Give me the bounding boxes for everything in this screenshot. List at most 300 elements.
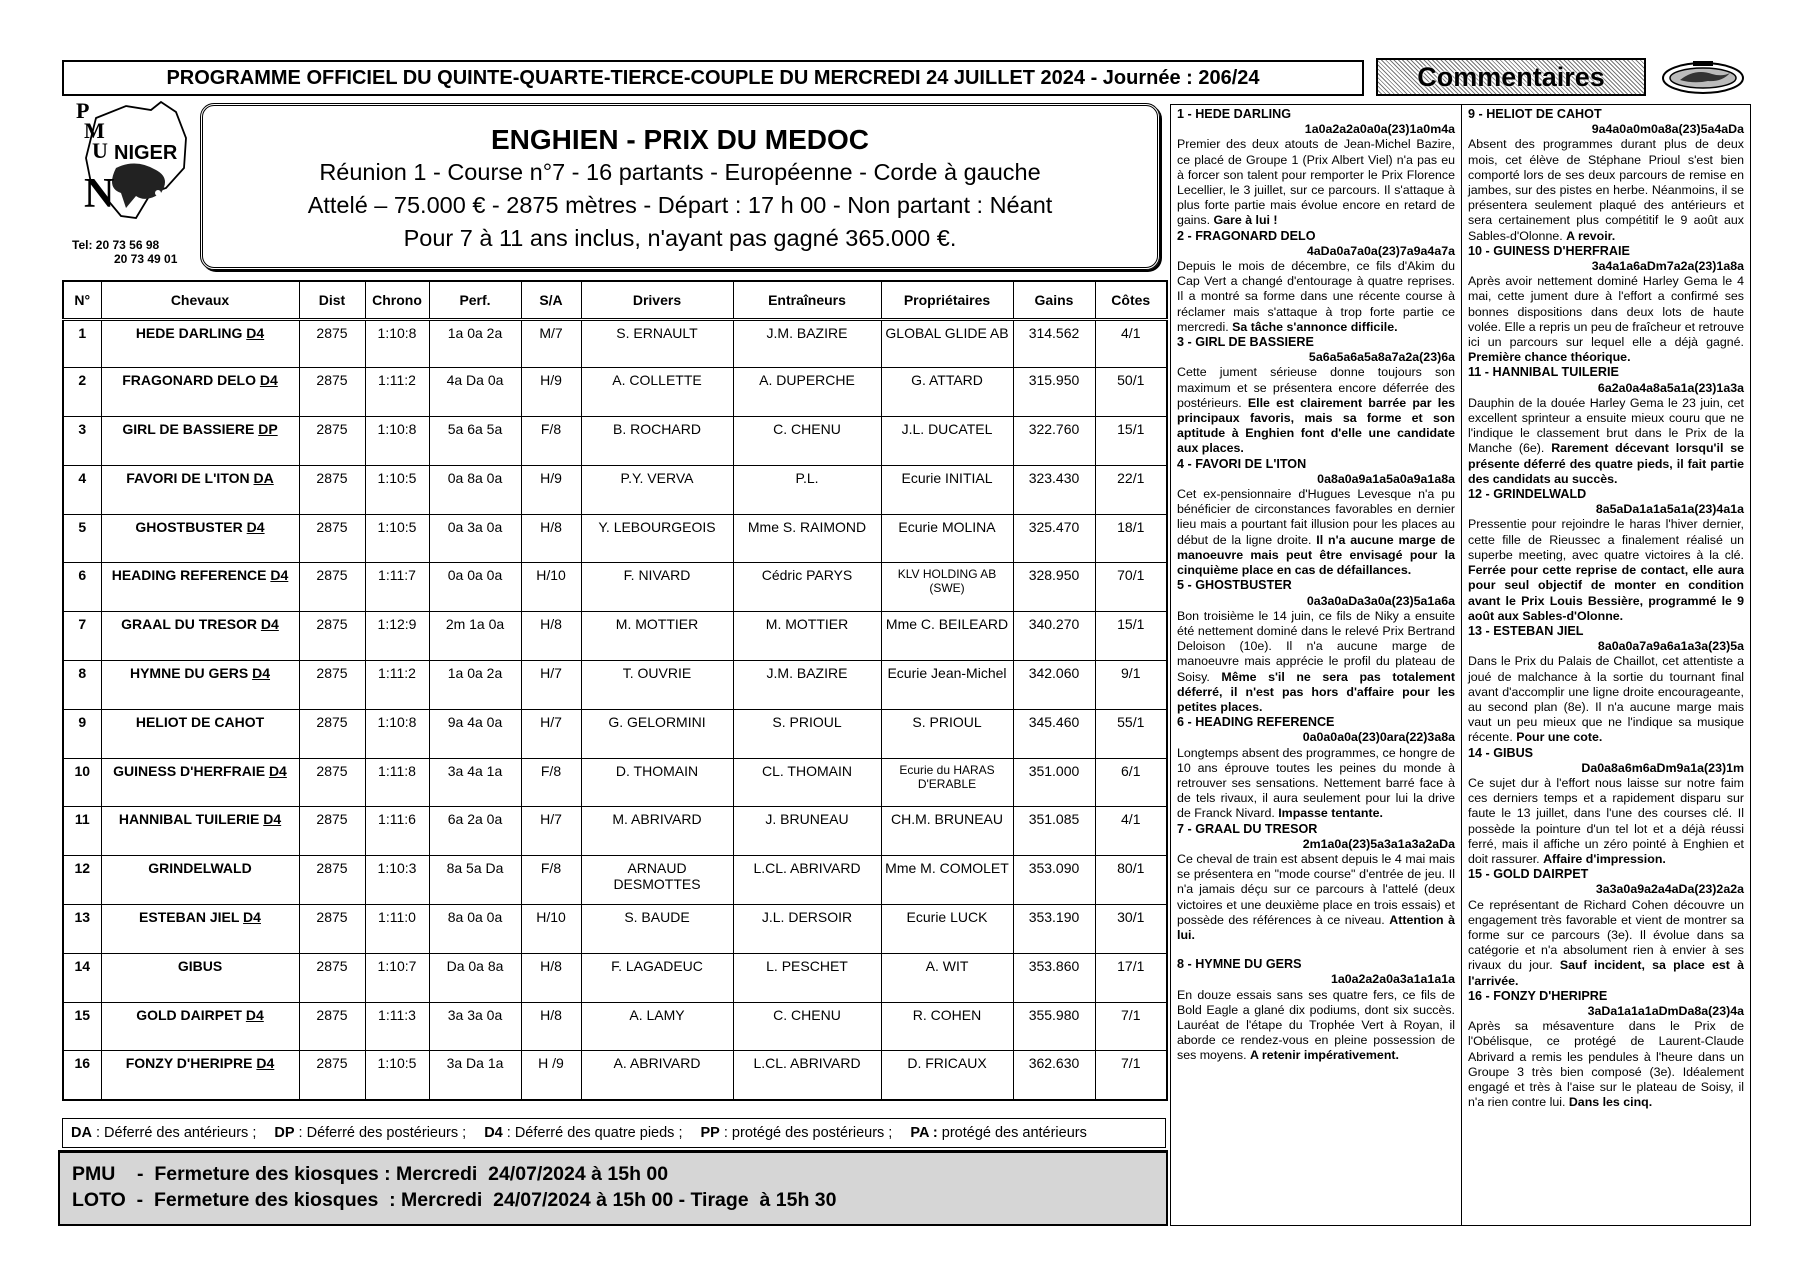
horse-name — [101, 661, 299, 710]
sex-age-cell: H/7 — [521, 807, 581, 856]
comment-body: Cet ex-pensionnaire d'Hugues Levesque n'a pu bénéficier de circonstances favorables en dernier lieu mais a pourtant fait illusion pour les places au début de la ligne droite. — [1177, 487, 1455, 547]
comment-verdict: Première chance théorique. — [1468, 350, 1631, 365]
chrono-cell: 1:11:2 — [365, 661, 429, 710]
runner-number: 4 — [63, 465, 101, 514]
driver-cell: M. ABRIVARD — [581, 807, 733, 856]
sex-age-cell: M/7 — [521, 319, 581, 368]
trainer-cell: Cédric PARYS — [733, 563, 881, 612]
table-row — [63, 368, 1167, 417]
odds-cell: 30/1 — [1095, 905, 1167, 954]
logo-letter-p: P — [76, 98, 90, 123]
shoeing-code: D4 — [252, 665, 271, 682]
legend-code: PP — [700, 1125, 720, 1141]
comment-body: Ce cheval de train est absent depuis le 4 mai mais se présentera en "mode course" d'entrée de jeu. Il n'a jamais déçu sur ce parcours à l'attelé (deux victoires et une deuxième place en trois essais) et possède des références à ce niveau. — [1177, 851, 1455, 927]
horse-name-text: GIRL DE BASSIERE — [122, 421, 255, 438]
owner-cell: KLV HOLDING AB (SWE) — [881, 563, 1013, 612]
legend-code: PA : — [910, 1125, 938, 1141]
kiosk-closing-footer — [58, 1150, 1168, 1226]
legend-code: DA — [71, 1125, 92, 1141]
comment-verdict: Pour une cote. — [1516, 730, 1603, 745]
sex-age-cell: H/8 — [521, 953, 581, 1002]
runner-number: 13 — [63, 905, 101, 954]
driver-cell: G. GELORMINI — [581, 709, 733, 758]
horse-name-text: HYMNE DU GERS — [129, 665, 249, 682]
odds-cell: 15/1 — [1095, 417, 1167, 466]
performance-cell: 6a 2a 0a — [429, 807, 521, 856]
runner-number: 11 — [63, 807, 101, 856]
comment-body: Après avoir nettement dominé Harley Gema le 4 mai, cette jument dure à l'effort a confirmé ses bonnes dispositions dans deux lots de haute volée. Elle a repris un peu de fraîcheur et retrouve ici un parcours sur lequel elle a déjà gagné. — [1468, 274, 1744, 350]
gains-cell: 353.860 — [1013, 953, 1095, 1002]
table-row — [63, 905, 1167, 954]
table-row — [63, 661, 1167, 710]
runner-number: 14 — [63, 953, 101, 1002]
trainer-cell: L.CL. ABRIVARD — [733, 856, 881, 905]
column-header: N° — [63, 281, 101, 319]
table-row — [63, 758, 1167, 807]
owner-cell: CH.M. BRUNEAU — [881, 807, 1013, 856]
odds-cell: 18/1 — [1095, 514, 1167, 563]
trainer-cell: P.L. — [733, 465, 881, 514]
comment-block — [1468, 867, 1744, 989]
odds-cell: 9/1 — [1095, 661, 1167, 710]
runner-number: 10 — [63, 758, 101, 807]
sex-age-cell: F/8 — [521, 758, 581, 807]
comment-verdict: Affaire d'impression. — [1543, 851, 1666, 866]
distance-cell: 2875 — [299, 807, 365, 856]
runner-number: 3 — [63, 417, 101, 466]
comment-block — [1468, 365, 1744, 487]
race-line-1: Réunion 1 - Course n°7 - 16 partants - Européenne - Corde à gauche — [319, 159, 1041, 185]
legend-text: : Déferré des postérieurs ; — [294, 1125, 467, 1141]
chrono-cell: 1:10:8 — [365, 417, 429, 466]
owner-cell: R. COHEN — [881, 1002, 1013, 1051]
contact-phones — [72, 238, 177, 266]
horse-name — [101, 953, 299, 1002]
legend-item — [910, 1125, 1087, 1141]
driver-cell: A. LAMY — [581, 1002, 733, 1051]
table-row — [63, 319, 1167, 368]
chrono-cell: 1:12:9 — [365, 612, 429, 661]
odds-cell: 4/1 — [1095, 319, 1167, 368]
gains-cell: 351.000 — [1013, 758, 1095, 807]
comment-verdict: Attention à lui. — [1177, 912, 1455, 942]
legend-text: : Déferré des quatre pieds ; — [502, 1125, 683, 1141]
horse-name-text: HEDE DARLING — [135, 324, 243, 341]
horse-name-text: HELIOT DE CAHOT — [135, 713, 265, 730]
chrono-cell: 1:10:5 — [365, 1051, 429, 1100]
comment-form-code: 2m1a0a(23)5a3a1a3a2aDa — [1302, 836, 1455, 851]
legend-item — [484, 1125, 682, 1141]
runner-number: 12 — [63, 856, 101, 905]
trainer-cell: L.CL. ABRIVARD — [733, 1051, 881, 1100]
sex-age-cell: H/10 — [521, 563, 581, 612]
comment-form-code: 3aDa1a1a1aDmDa8a(23)4a — [1587, 1003, 1744, 1018]
owner-cell: GLOBAL GLIDE AB — [881, 319, 1013, 368]
owner-cell: A. WIT — [881, 953, 1013, 1002]
legend-code: DP — [274, 1125, 295, 1141]
column-header: Chrono — [365, 281, 429, 319]
owner-cell: Ecurie LUCK — [881, 905, 1013, 954]
distance-cell: 2875 — [299, 1051, 365, 1100]
comment-title: 11 - HANNIBAL TUILERIE — [1468, 365, 1619, 380]
gains-cell: 362.630 — [1013, 1051, 1095, 1100]
legend-item — [274, 1125, 466, 1141]
owner-cell: G. ATTARD — [881, 368, 1013, 417]
program-title: PROGRAMME OFFICIEL DU QUINTE-QUARTE-TIERCE-COUPLE DU MERCREDI 24 JUILLET 2024 - Journée : 206/24 — [62, 60, 1364, 96]
comment-form-code: Da0a8a6m6aDm9a1a(23)1m — [1581, 760, 1744, 775]
trainer-cell: S. PRIOUL — [733, 709, 881, 758]
horse-name — [101, 465, 299, 514]
gains-cell: 315.950 — [1013, 368, 1095, 417]
comment-block — [1177, 335, 1455, 457]
comment-text — [1468, 776, 1744, 867]
runner-number: 5 — [63, 514, 101, 563]
distance-cell: 2875 — [299, 758, 365, 807]
horse-name-text: GIBUS — [177, 957, 223, 974]
comment-block — [1177, 578, 1455, 715]
trainer-cell: CL. THOMAIN — [733, 758, 881, 807]
gains-cell: 314.562 — [1013, 319, 1095, 368]
comment-title: 3 - GIRL DE BASSIERE — [1177, 335, 1314, 350]
comments-column-2 — [1461, 104, 1751, 1226]
trainer-cell: J.M. BAZIRE — [733, 319, 881, 368]
comment-title: 9 - HELIOT DE CAHOT — [1468, 107, 1602, 121]
driver-cell: M. MOTTIER — [581, 612, 733, 661]
distance-cell: 2875 — [299, 319, 365, 368]
gains-cell: 353.190 — [1013, 905, 1095, 954]
distance-cell: 2875 — [299, 709, 365, 758]
trainer-cell: M. MOTTIER — [733, 612, 881, 661]
comment-verdict: Impasse tentante. — [1278, 806, 1383, 821]
comment-text — [1468, 1019, 1744, 1110]
gains-cell: 325.470 — [1013, 514, 1095, 563]
chrono-cell: 1:10:7 — [365, 953, 429, 1002]
driver-cell: S. ERNAULT — [581, 319, 733, 368]
table-row — [63, 563, 1167, 612]
gains-cell: 342.060 — [1013, 661, 1095, 710]
chrono-cell: 1:11:3 — [365, 1002, 429, 1051]
table-row — [63, 709, 1167, 758]
chrono-cell: 1:11:7 — [365, 563, 429, 612]
horse-name — [101, 514, 299, 563]
column-header: Perf. — [429, 281, 521, 319]
driver-cell: T. OUVRIE — [581, 661, 733, 710]
gains-cell: 353.090 — [1013, 856, 1095, 905]
comment-form-code: 0a3a0aDa3a0a(23)5a1a6a — [1306, 593, 1455, 608]
comment-verdict: Elle est clairement barrée par les principaux favoris, mais sa forme et son aptitude à Enghien font d'elle une candidate aux places. — [1177, 395, 1455, 456]
driver-cell: S. BAUDE — [581, 905, 733, 954]
logo-letter-n: N — [84, 171, 115, 217]
performance-cell: 0a 0a 0a — [429, 563, 521, 612]
odds-cell: 55/1 — [1095, 709, 1167, 758]
trainer-cell: C. CHENU — [733, 1002, 881, 1051]
driver-cell: P.Y. VERVA — [581, 465, 733, 514]
comment-text — [1177, 365, 1455, 456]
shoeing-code: DA — [253, 469, 274, 486]
horse-name — [101, 612, 299, 661]
distance-cell: 2875 — [299, 905, 365, 954]
table-row — [63, 856, 1167, 905]
comment-title: 14 - GIBUS — [1468, 745, 1534, 760]
comment-body: En douze essais sans ses quatre fers, ce fils de Bold Eagle a glané dix podiums, dont six succès. Lauréat de l'étape du Trophée Vert à Royan, il aborde ce rendez-vous en pleine possession de ses moyens. — [1177, 987, 1455, 1063]
performance-cell: 0a 3a 0a — [429, 514, 521, 563]
comment-body: Dauphin de la douée Harley Gema le 23 juin, cet excellent sprinteur a ensuite mieux couru que ne l'indique le classement brut dans le Prix de la Manche (6e). — [1468, 395, 1744, 456]
comment-body: Premier des deux atouts de Jean-Michel Bazire, ce placé de Groupe 1 (Prix Albert Viel) n'a pas eu à forcer son talent pour remporter le Prix Florence Lecellier, le 3 juillet, sur ce parcours. Il s'attaque à plus forte partie mais évolue encore en retard de gains. — [1177, 137, 1455, 228]
comment-block — [1468, 107, 1744, 244]
comment-text — [1177, 746, 1455, 822]
comment-verdict: Gare à lui ! — [1213, 213, 1278, 228]
comment-title: 2 - FRAGONARD DELO — [1177, 228, 1316, 243]
odds-cell: 7/1 — [1095, 1051, 1167, 1100]
chrono-cell: 1:10:5 — [365, 514, 429, 563]
horse-name-text: FONZY D'HERIPRE — [125, 1055, 253, 1072]
sex-age-cell: H/7 — [521, 661, 581, 710]
trainer-cell: L. PESCHET — [733, 953, 881, 1002]
sex-age-cell: H/10 — [521, 905, 581, 954]
shoeing-code: D4 — [245, 1006, 264, 1023]
performance-cell: 1a 0a 2a — [429, 319, 521, 368]
comment-block — [1468, 487, 1744, 624]
comment-form-code: 0a8a0a9a1a5a0a9a1a8a — [1317, 471, 1455, 486]
performance-cell: 3a 4a 1a — [429, 758, 521, 807]
horse-name-text: HEADING REFERENCE — [111, 567, 267, 584]
comment-form-code: 6a2a0a4a8a5a1a(23)1a3a — [1597, 380, 1744, 395]
comment-body: Depuis le mois de décembre, ce fils d'Akim du Cap Vert a changé d'entourage à quatre reprises. Il a montré sa forme dans une récente course à réclamer mais s'attaque à trop forte partie ce mercredi. — [1177, 259, 1455, 334]
race-info-box — [200, 103, 1160, 270]
trainer-cell: A. DUPERCHE — [733, 368, 881, 417]
shoeing-legend — [62, 1118, 1166, 1148]
odds-cell: 7/1 — [1095, 1002, 1167, 1051]
chrono-cell: 1:10:8 — [365, 319, 429, 368]
horse-name — [101, 417, 299, 466]
comment-form-code: 1a0a2a2a0a3a1a1a1a — [1330, 972, 1455, 987]
odds-cell: 22/1 — [1095, 465, 1167, 514]
comment-form-code: 0a0a0a0a(23)0ara(22)3a8a — [1302, 730, 1455, 745]
horse-name — [101, 1002, 299, 1051]
legend-code: D4 — [484, 1125, 503, 1141]
gains-cell: 355.980 — [1013, 1002, 1095, 1051]
trainer-cell: J.M. BAZIRE — [733, 661, 881, 710]
shoeing-code: D4 — [263, 811, 282, 828]
column-header: Propriétaires — [881, 281, 1013, 319]
sex-age-cell: H/8 — [521, 1002, 581, 1051]
horse-name — [101, 905, 299, 954]
performance-cell: 8a 0a 0a — [429, 905, 521, 954]
gains-cell: 323.430 — [1013, 465, 1095, 514]
chrono-cell: 1:10:8 — [365, 709, 429, 758]
horse-name-text: HANNIBAL TUILERIE — [118, 811, 260, 828]
table-row — [63, 417, 1167, 466]
comment-form-code: 5a6a5a6a5a8a7a2a(23)6a — [1308, 350, 1455, 365]
owner-cell: Ecurie Jean-Michel — [881, 661, 1013, 710]
performance-cell: 3a 3a 0a — [429, 1002, 521, 1051]
table-row — [63, 953, 1167, 1002]
performance-cell: 9a 4a 0a — [429, 709, 521, 758]
runner-number: 2 — [63, 368, 101, 417]
shoeing-code: D4 — [268, 762, 287, 779]
runner-number: 8 — [63, 661, 101, 710]
distance-cell: 2875 — [299, 514, 365, 563]
chrono-cell: 1:11:0 — [365, 905, 429, 954]
horse-name-text: GRAAL DU TRESOR — [121, 616, 258, 633]
comment-text — [1468, 396, 1744, 487]
shoeing-code: D4 — [259, 372, 278, 389]
comment-form-code: 3a3a0a9a2a4aDa(23)2a2a — [1595, 882, 1744, 897]
performance-cell: Da 0a 8a — [429, 953, 521, 1002]
table-row — [63, 1002, 1167, 1051]
gains-cell: 351.085 — [1013, 807, 1095, 856]
chrono-cell: 1:10:3 — [365, 856, 429, 905]
comment-verdict: Ferrée pour cette reprise de contact, elle aura pour seul objectif de monter en condition avant le Prix Louis Bessière, programmé le 9 août aux Sables-d'Olonne. — [1468, 563, 1744, 623]
performance-cell: 5a 6a 5a — [429, 417, 521, 466]
comment-title: 7 - GRAAL DU TRESOR — [1177, 821, 1318, 836]
comment-block — [1177, 715, 1455, 821]
table-row — [63, 1051, 1167, 1100]
odds-cell: 17/1 — [1095, 953, 1167, 1002]
table-row — [63, 514, 1167, 563]
comment-text — [1177, 259, 1455, 335]
runners-table — [62, 280, 1168, 1101]
comment-verdict: Il n'a aucune marge de manoeuvre mais peut être envisagé pour la cinquième place en cas de défaillances. — [1177, 532, 1456, 578]
horse-name — [101, 856, 299, 905]
legend-text: : Déferré des antérieurs ; — [91, 1125, 257, 1141]
comment-verdict: Rarement décevant lorsqu'il se présente déferré des quatre pieds, il fait partie des candidats au succès. — [1468, 441, 1744, 486]
distance-cell: 2875 — [299, 612, 365, 661]
comment-title: 6 - HEADING REFERENCE — [1177, 715, 1335, 730]
comment-block — [1468, 624, 1744, 746]
trainer-cell: J. BRUNEAU — [733, 807, 881, 856]
comment-block — [1177, 107, 1455, 229]
distance-cell: 2875 — [299, 661, 365, 710]
sex-age-cell: F/8 — [521, 417, 581, 466]
driver-cell: B. ROCHARD — [581, 417, 733, 466]
shoeing-code: D4 — [246, 324, 265, 341]
legend-text: : protégé des postérieurs ; — [719, 1125, 893, 1141]
comment-text — [1177, 852, 1455, 943]
chrono-cell: 1:11:8 — [365, 758, 429, 807]
footer-pmu-line: PMU - Fermeture des kiosques : Mercredi 24/07/2024 à 15h 00 — [72, 1163, 669, 1185]
horse-name-text: GRINDELWALD — [148, 860, 252, 877]
owner-cell: Mme C. BEILEARD — [881, 612, 1013, 661]
chrono-cell: 1:11:6 — [365, 807, 429, 856]
legend-text: protégé des antérieurs — [937, 1125, 1087, 1141]
chrono-cell: 1:11:2 — [365, 368, 429, 417]
comments-column-1 — [1170, 104, 1462, 1226]
comment-text — [1177, 988, 1455, 1064]
performance-cell: 4a Da 0a — [429, 368, 521, 417]
comment-body: Cette jument sérieuse donne toujours son maximum et se présentera encore déferrée des postérieurs. — [1177, 365, 1455, 410]
comment-title: 13 - ESTEBAN JIEL — [1468, 623, 1584, 638]
comment-verdict: Même s'il ne sera pas totalement déferré, il n'est pas hors d'affaire pour les petites places. — [1177, 669, 1456, 714]
comment-verdict: Sauf incident, sa place est à l'arrivée. — [1468, 958, 1744, 988]
driver-cell: A. COLLETTE — [581, 368, 733, 417]
horse-name — [101, 563, 299, 612]
runner-number: 1 — [63, 319, 101, 368]
driver-cell: F. NIVARD — [581, 563, 733, 612]
horse-name-text: GOLD DAIRPET — [136, 1006, 242, 1023]
distance-cell: 2875 — [299, 856, 365, 905]
comment-title: 16 - FONZY D'HERIPRE — [1468, 988, 1608, 1003]
owner-cell: D. FRICAUX — [881, 1051, 1013, 1100]
performance-cell: 8a 5a Da — [429, 856, 521, 905]
shoeing-code: D4 — [260, 616, 279, 633]
race-line-2: Attelé – 75.000 € - 2875 mètres - Départ : 17 h 00 - Non partant : Néant — [307, 192, 1053, 218]
comment-verdict: Dans les cinq. — [1568, 1095, 1653, 1110]
sex-age-cell: H/7 — [521, 709, 581, 758]
tiercé-emblem-icon — [1660, 60, 1746, 96]
comment-verdict: A revoir. — [1566, 228, 1616, 243]
trainer-cell: C. CHENU — [733, 417, 881, 466]
comment-block — [1177, 957, 1455, 1063]
comment-block — [1468, 746, 1744, 868]
column-header: Côtes — [1095, 281, 1167, 319]
driver-cell: F. LAGADEUC — [581, 953, 733, 1002]
comment-title: 10 - GUINESS D'HERFRAIE — [1468, 243, 1630, 258]
comment-body: Bon troisième le 14 juin, ce fils de Niky a ensuite été nettement dominé dans le relevé Prix Bertrand Deloison (10e). Il n'a aucune marge de manoeuvre mais apprécie le profil du plateau de Soisy. — [1177, 608, 1455, 684]
driver-cell: ARNAUD DESMOTTES — [581, 856, 733, 905]
comment-block — [1177, 457, 1455, 579]
driver-cell: Y. LEBOURGEOIS — [581, 514, 733, 563]
distance-cell: 2875 — [299, 368, 365, 417]
table-row — [63, 612, 1167, 661]
performance-cell: 1a 0a 2a — [429, 661, 521, 710]
comment-text — [1468, 898, 1744, 989]
comment-body: Ce sujet dur à l'effort nous laisse sur notre faim ces derniers temps et a rapidement disparu sur faute le 13 juillet, dans l'une des courses clé. Il possède la pointure d'un tel lot et a déjà réussi ferré, mais il affiche un zéro pointé à Enghien et doit rassurer. — [1468, 775, 1744, 866]
sex-age-cell: H/9 — [521, 368, 581, 417]
driver-cell: D. THOMAIN — [581, 758, 733, 807]
horse-name — [101, 709, 299, 758]
legend-item — [701, 1125, 893, 1141]
logo-niger: NIGER — [114, 142, 178, 164]
horse-name — [101, 807, 299, 856]
sex-age-cell: H/8 — [521, 612, 581, 661]
comment-block — [1177, 822, 1455, 944]
gains-cell: 340.270 — [1013, 612, 1095, 661]
comment-body: Longtemps absent des programmes, ce hongre de 10 ans éprouve toutes les peines du monde à retrouver ses sensations. Nettement barré face à de tels rivaux, il aura seulement pour lui la drive de Franck Nivard. — [1177, 745, 1455, 821]
comment-form-code: 4aDa0a7a0a(23)7a9a4a7a — [1306, 243, 1455, 258]
legend-item — [71, 1125, 256, 1141]
distance-cell: 2875 — [299, 465, 365, 514]
comments-title: Commentaires — [1417, 61, 1605, 92]
owner-cell: Ecurie MOLINA — [881, 514, 1013, 563]
gains-cell: 328.950 — [1013, 563, 1095, 612]
runner-number: 6 — [63, 563, 101, 612]
odds-cell: 70/1 — [1095, 563, 1167, 612]
horse-name-text: ESTEBAN JIEL — [139, 909, 240, 926]
comments-title-box — [1376, 58, 1646, 96]
comment-text — [1468, 517, 1744, 623]
column-header: Drivers — [581, 281, 733, 319]
comment-title: 5 - GHOSTBUSTER — [1177, 578, 1292, 593]
table-row — [63, 807, 1167, 856]
owner-cell: Mme M. COMOLET — [881, 856, 1013, 905]
horse-name-text: GUINESS D'HERFRAIE — [113, 762, 266, 779]
comment-body: Ce représentant de Richard Cohen découvre un engagement très favorable et vient de montrer sa forme sur ce parcours (3e). Il évolue dans sa catégorie et n'a absolument rien à envier à ses rivaux du jour. — [1468, 897, 1744, 973]
comment-title: 15 - GOLD DAIRPET — [1468, 867, 1589, 882]
distance-cell: 2875 — [299, 1002, 365, 1051]
column-header: S/A — [521, 281, 581, 319]
trainer-cell: J.L. DERSOIR — [733, 905, 881, 954]
comment-text — [1177, 137, 1455, 228]
column-header: Chevaux — [101, 281, 299, 319]
driver-cell: A. ABRIVARD — [581, 1051, 733, 1100]
owner-cell: Ecurie INITIAL — [881, 465, 1013, 514]
comment-form-code: 9a4a0a0m0a8a(23)5a4aDa — [1591, 122, 1744, 137]
odds-cell: 4/1 — [1095, 807, 1167, 856]
comment-text — [1468, 654, 1744, 745]
trainer-cell: Mme S. RAIMOND — [733, 514, 881, 563]
comment-title: 12 - GRINDELWALD — [1468, 487, 1587, 502]
